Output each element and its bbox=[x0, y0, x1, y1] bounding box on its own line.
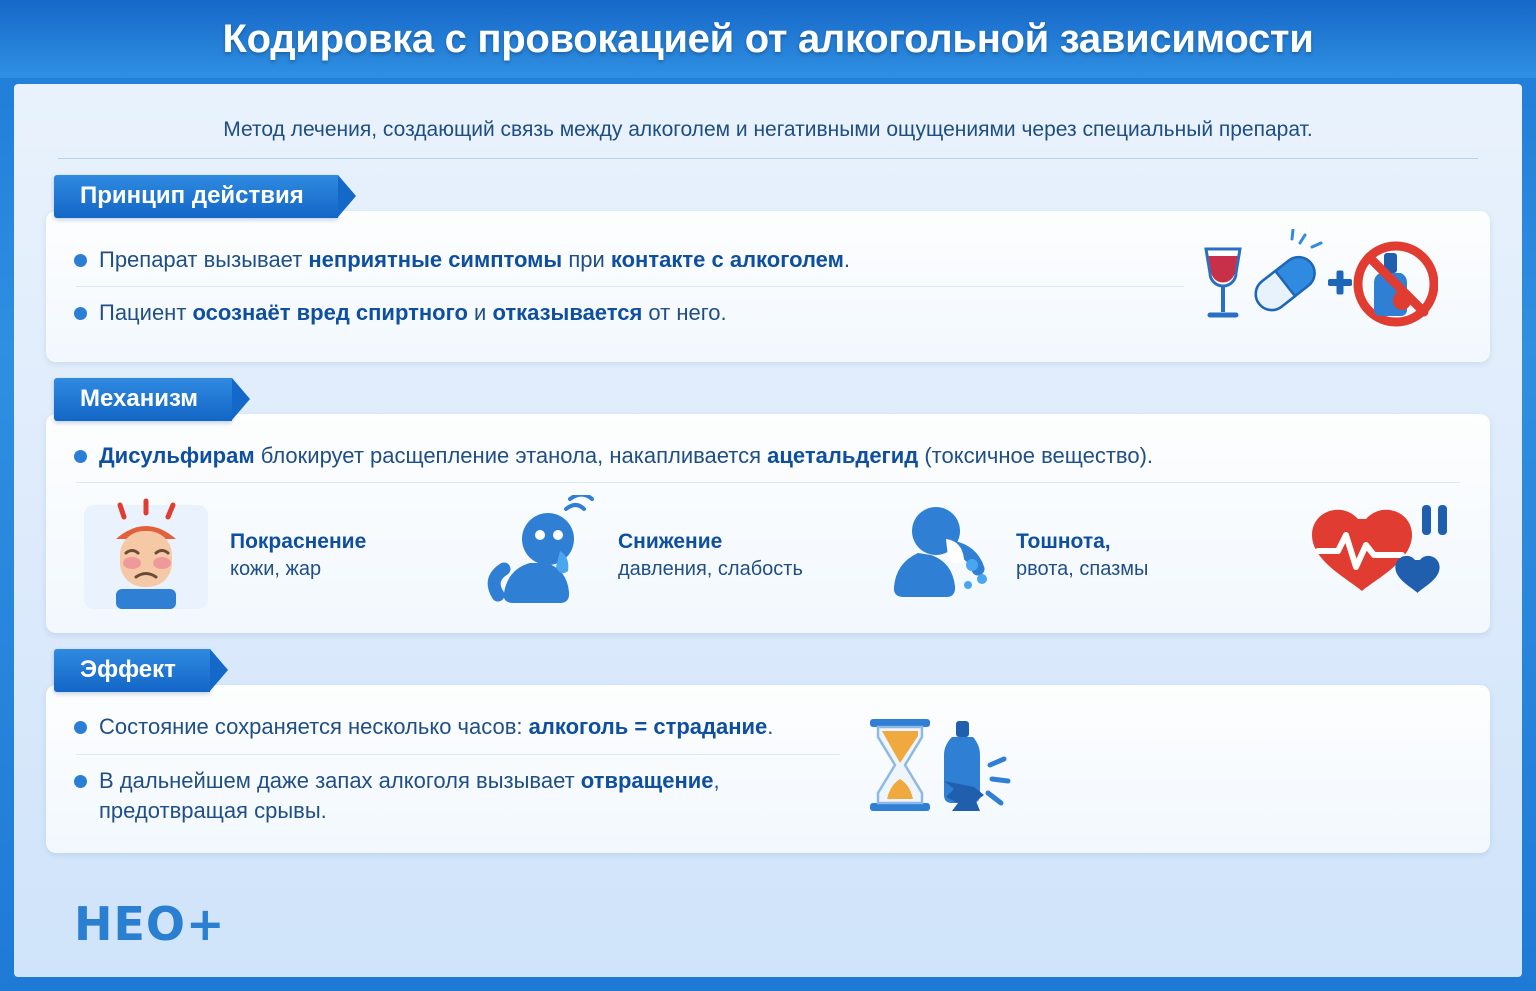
symptom-sub: рвота, спазмы bbox=[1016, 558, 1149, 581]
vomiting-person-icon bbox=[872, 495, 1002, 615]
symptom-label bbox=[618, 528, 803, 583]
heartbeat-icon bbox=[1300, 495, 1460, 615]
list-item-text: Препарат вызывает неприятные симптомы при контакте с алкоголем. bbox=[99, 246, 850, 272]
poster-header bbox=[0, 0, 1536, 78]
principle-artwork bbox=[1188, 229, 1464, 344]
page-title: Кодировка с провокацией от алкогольной зависимости bbox=[222, 16, 1314, 61]
section-mechanism bbox=[46, 378, 1490, 633]
list-item bbox=[72, 703, 844, 751]
symptom-title: Снижение bbox=[618, 529, 723, 553]
symptom-title: Покраснение bbox=[230, 529, 367, 553]
section-body-effect bbox=[46, 685, 1490, 853]
logo-plus: + bbox=[186, 897, 226, 951]
section-title-effect: Эффект bbox=[54, 649, 210, 692]
section-body-mechanism bbox=[46, 414, 1490, 633]
symptoms-row bbox=[72, 491, 1464, 615]
sparkle-icon bbox=[1292, 230, 1321, 247]
bullet-icon bbox=[74, 721, 87, 734]
symptom-sub: давления, слабость bbox=[618, 558, 803, 581]
effect-artwork bbox=[844, 707, 1464, 832]
wine-glass-icon bbox=[1206, 249, 1240, 315]
hourglass-icon bbox=[870, 719, 930, 811]
hourglass-bottle-icon bbox=[844, 707, 1024, 827]
section-title-mechanism: Механизм bbox=[54, 378, 232, 421]
list-item-text: Состояние сохраняется несколько часов: алкоголь = страдание. bbox=[99, 714, 774, 740]
section-body-principle bbox=[46, 211, 1490, 362]
brand-logo bbox=[74, 897, 226, 951]
content-panel bbox=[14, 84, 1522, 977]
bullet-icon bbox=[74, 450, 87, 463]
list-item bbox=[72, 236, 1188, 284]
logo-text: HEO bbox=[74, 897, 187, 951]
bullet-icon bbox=[74, 775, 87, 788]
symptom-label bbox=[230, 528, 366, 583]
list-item-text: Пациент осознаёт вред спиртного и отказывается от него. bbox=[99, 300, 727, 325]
exclamation-icon bbox=[1422, 505, 1447, 535]
breaking-bottle-icon bbox=[944, 721, 1008, 811]
symptom-label bbox=[1016, 528, 1148, 583]
divider bbox=[76, 286, 1184, 287]
list-item bbox=[72, 432, 1464, 480]
flushed-face-icon bbox=[76, 495, 216, 615]
section-principle bbox=[46, 175, 1490, 362]
list-item-text: В дальнейшем даже запах алкоголя вызывает отвращение, предотвращая срывы. bbox=[99, 767, 720, 824]
section-effect bbox=[46, 649, 1490, 853]
divider bbox=[76, 482, 1460, 483]
list-item bbox=[72, 289, 1188, 337]
pill-icon bbox=[1249, 251, 1321, 317]
dizzy-person-icon bbox=[474, 495, 604, 615]
bullet-icon bbox=[74, 254, 87, 267]
list-item bbox=[72, 757, 844, 836]
symptom-title: Тошнота, bbox=[1016, 529, 1111, 553]
intro-text: Метод лечения, создающий связь между алкоголем и негативными ощущениями через специальный препарат. bbox=[58, 106, 1478, 159]
no-alcohol-icon bbox=[1358, 246, 1434, 322]
symptom-sub: кожи, жар bbox=[230, 558, 322, 581]
list-item-text: Дисульфирам блокирует расщепление этанола, накапливается ацетальдегид (токсичное вещество). bbox=[99, 443, 1154, 468]
section-title-principle: Принцип действия bbox=[54, 175, 338, 218]
symptom-low-pressure bbox=[474, 495, 872, 615]
plus-icon bbox=[1328, 271, 1352, 295]
wine-pill-no-alcohol-icon bbox=[1188, 229, 1438, 339]
symptom-heart bbox=[1270, 495, 1460, 615]
symptom-nausea bbox=[872, 495, 1270, 615]
divider bbox=[76, 754, 840, 755]
symptom-flushing bbox=[76, 495, 474, 615]
bullet-icon bbox=[74, 307, 87, 320]
